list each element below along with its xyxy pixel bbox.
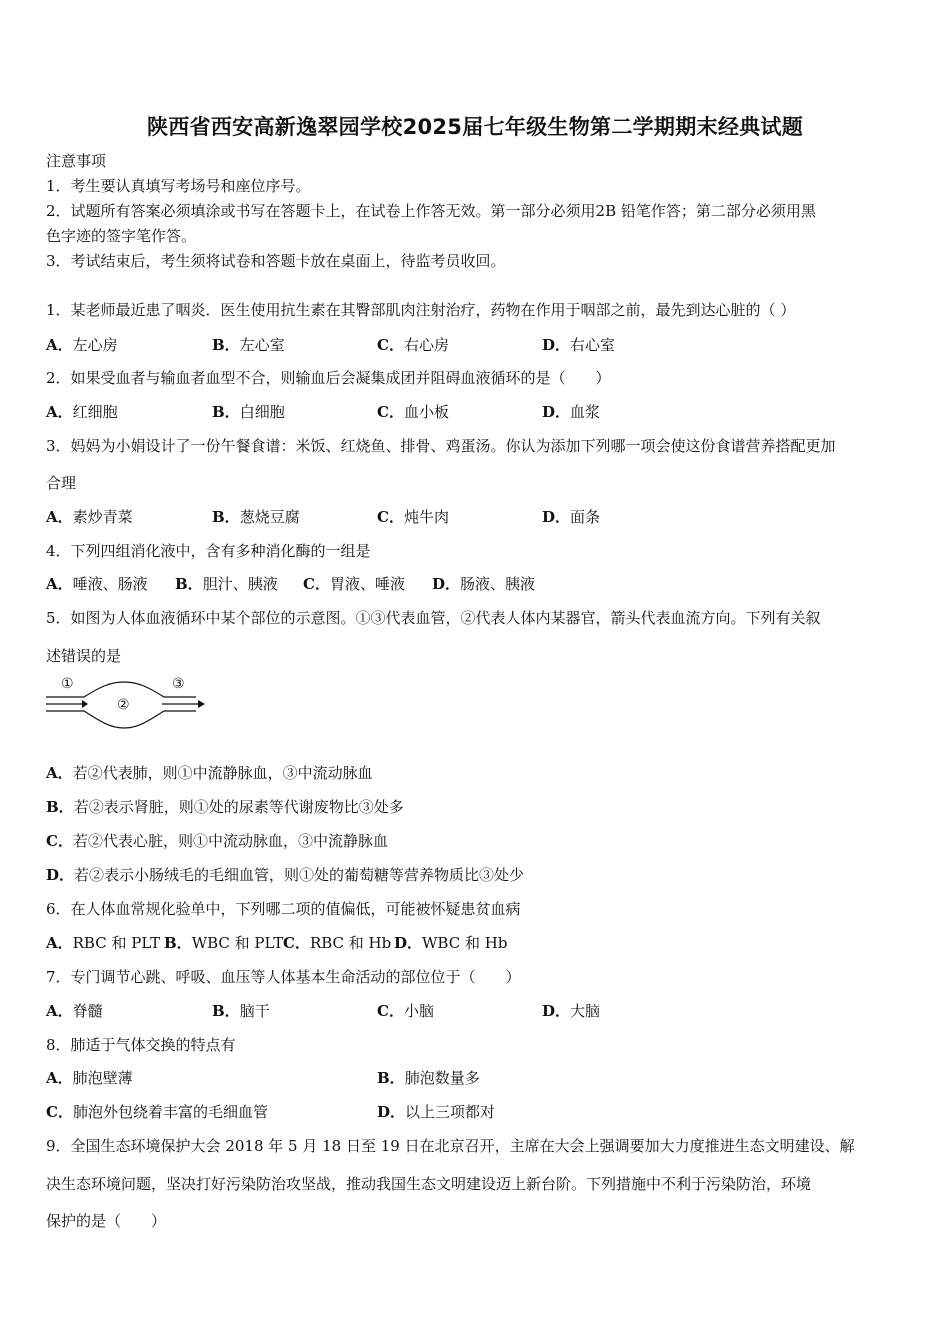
q3-option-c[interactable]: C．炖牛肉 [377, 508, 449, 526]
q8-option-b[interactable]: B．肺泡数量多 [377, 1069, 480, 1087]
q2-option-a[interactable]: A．红细胞 [46, 403, 118, 421]
q7-option-a[interactable]: A．脊髓 [46, 1002, 103, 1020]
q4-option-a[interactable]: A．唾液、肠液 [46, 575, 148, 593]
vessel-label-3: ③ [172, 676, 185, 692]
q6-option-d[interactable]: D．WBC 和 Hb [394, 934, 508, 952]
question-3-stem: 合理 [46, 474, 77, 492]
question-2-stem: 2．如果受血者与输血者血型不合，则输血后会凝集成团并阻碍血液循环的是（ ） [46, 369, 611, 387]
arrow-out-head [198, 700, 205, 708]
q3-option-b[interactable]: B．葱烧豆腐 [212, 508, 300, 526]
q7-option-b[interactable]: B．脑干 [212, 1002, 270, 1020]
q2-option-c[interactable]: C．血小板 [377, 403, 449, 421]
q7-option-d[interactable]: D．大脑 [542, 1002, 601, 1020]
q6-option-c[interactable]: C．RBC 和 Hb [283, 934, 392, 952]
q1-option-b[interactable]: B．左心室 [212, 336, 285, 354]
q8-option-d[interactable]: D．以上三项都对 [377, 1103, 496, 1121]
notice-heading: 注意事项 [46, 152, 107, 170]
question-3-stem: 3．妈妈为小娟设计了一份午餐食谱：米饭、红烧鱼、排骨、鸡蛋汤。你认为添加下列哪一项会使这份食谱营养搭配更加 [46, 437, 836, 455]
q4-option-c[interactable]: C．胃液、唾液 [303, 575, 405, 593]
question-9-stem: 9．全国生态环境保护大会 2018 年 5 月 18 日至 19 日在北京召开，主席在大会上强调要加大力度推进生态文明建设、解 [46, 1137, 855, 1155]
notice-item: 3．考试结束后，考生须将试卷和答题卡放在桌面上，待监考员收回。 [46, 252, 506, 270]
q8-option-a[interactable]: A．肺泡壁薄 [46, 1069, 133, 1087]
page-title: 陕西省西安高新逸翠园学校2025届七年级生物第二学期期末经典试题 [146, 115, 804, 139]
notice-item: 2．试题所有答案必须填涂或书写在答题卡上，在试卷上作答无效。第一部分必须用2B 铅笔作答；第二部分必须用黑 [46, 202, 816, 220]
q3-option-d[interactable]: D．面条 [542, 508, 601, 526]
notice-item: 色字迹的签字笔作答。 [46, 227, 197, 245]
q6-option-a[interactable]: A．RBC 和 PLT [46, 934, 161, 952]
q1-option-d[interactable]: D．右心室 [542, 336, 616, 354]
blood-circulation-diagram [44, 672, 209, 738]
question-9-stem: 保护的是（ ） [46, 1212, 167, 1230]
question-8-stem: 8．肺适于气体交换的特点有 [46, 1036, 236, 1054]
question-9-stem: 决生态环境问题，坚决打好污染防治攻坚战，推动我国生态文明建设迈上新台阶。下列措施中不利于污染防治，环境 [46, 1175, 812, 1193]
notice-item: 1．考生要认真填写考场号和座位序号。 [46, 177, 311, 195]
question-1-stem: 1．某老师最近患了咽炎．医生使用抗生素在其臀部肌肉注射治疗，药物在作用于咽部之前，最先到达心脏的（ ） [46, 301, 796, 319]
q4-option-b[interactable]: B．胆汁、胰液 [175, 575, 278, 593]
q1-option-c[interactable]: C．右心房 [377, 336, 449, 354]
question-4-stem: 4．下列四组消化液中，含有多种消化酶的一组是 [46, 542, 371, 560]
arrow-in-head [82, 700, 88, 708]
vessel-label-1: ① [61, 676, 74, 692]
q5-option-d[interactable]: D．若②表示小肠绒毛的毛细血管，则①处的葡萄糖等营养物质比③处少 [46, 866, 525, 884]
q2-option-d[interactable]: D．血浆 [542, 403, 601, 421]
q8-option-c[interactable]: C．肺泡外包绕着丰富的毛细血管 [46, 1103, 268, 1121]
question-5-stem: 5．如图为人体血液循环中某个部位的示意图。①③代表血管，②代表人体内某器官，箭头代表血流方向。下列有关叙 [46, 609, 821, 627]
q7-option-c[interactable]: C．小脑 [377, 1002, 434, 1020]
q2-option-b[interactable]: B．白细胞 [212, 403, 285, 421]
q1-option-a[interactable]: A．左心房 [46, 336, 118, 354]
question-5-stem: 述错误的是 [46, 647, 122, 665]
question-7-stem: 7．专门调节心跳、呼吸、血压等人体基本生命活动的部位位于（ ） [46, 968, 521, 986]
q4-option-d[interactable]: D．肠液、胰液 [432, 575, 536, 593]
q5-option-b[interactable]: B．若②表示肾脏，则①处的尿素等代谢废物比③处多 [46, 798, 404, 816]
q5-option-a[interactable]: A．若②代表肺，则①中流静脉血，③中流动脉血 [46, 764, 373, 782]
organ-label-2: ② [117, 697, 130, 713]
q6-option-b[interactable]: B．WBC 和 PLT [164, 934, 284, 952]
q5-option-c[interactable]: C．若②代表心脏，则①中流动脉血，③中流静脉血 [46, 832, 388, 850]
lower-vessel-wall [46, 711, 196, 728]
q3-option-a[interactable]: A．素炒青菜 [46, 508, 133, 526]
question-6-stem: 6．在人体血常规化验单中，下列哪二项的值偏低，可能被怀疑患贫血病 [46, 900, 521, 918]
